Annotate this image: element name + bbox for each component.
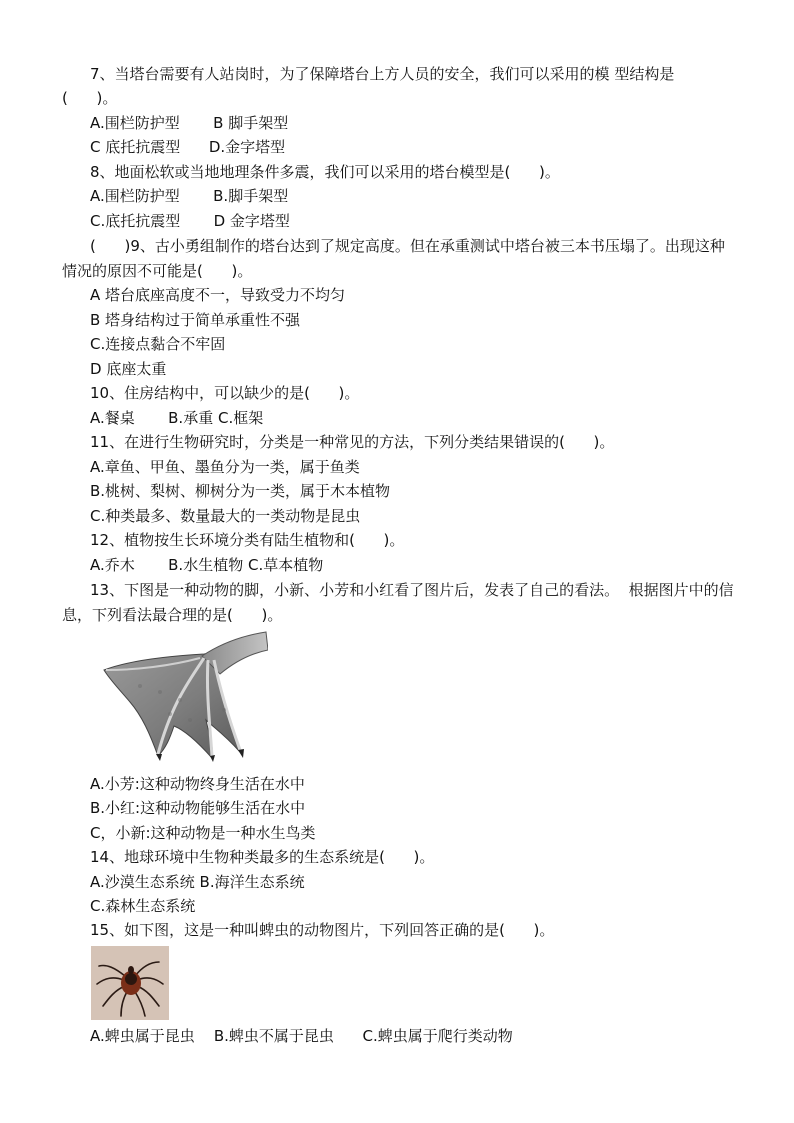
q9-option-a: A 塔台底座高度不一，导致受力不均匀: [90, 286, 346, 304]
q9-option-b: B 塔身结构过于简单承重性不强: [90, 311, 301, 329]
q10-options: A.餐桌 B.承重 C.框架: [90, 409, 264, 427]
q8-options-2: C.底托抗震型 D 金字塔型: [90, 212, 290, 230]
q11-option-c: C.种类最多、数量最大的一类动物是昆虫: [90, 507, 361, 525]
q11-option-a: A.章鱼、甲鱼、墨鱼分为一类，属于鱼类: [90, 458, 360, 476]
q7-stem-line-1: 7、当塔台需要有人站岗时，为了保障塔台上方人员的安全，我们可以采用的模 型结构是: [90, 65, 675, 83]
q15-options: A.蜱虫属于昆虫 B.蜱虫不属于昆虫 C.蜱虫属于爬行类动物: [90, 1027, 513, 1045]
q13-option-b: B.小红:这种动物能够生活在水中: [90, 799, 306, 817]
q13-option-c: C，小新:这种动物是一种水生鸟类: [90, 824, 316, 842]
q10-stem: 10、住房结构中，可以缺少的是( )。: [90, 384, 360, 402]
q13-option-a: A.小芳:这种动物终身生活在水中: [90, 775, 305, 793]
q9-option-d: D 底座太重: [90, 360, 167, 378]
q7-options-1: A.围栏防护型 B 脚手架型: [90, 114, 289, 132]
q12-options: A.乔木 B.水生植物 C.草本植物: [90, 556, 324, 574]
tick-image: [91, 946, 169, 1020]
q14-options-1: A.沙漠生态系统 B.海洋生态系统: [90, 873, 305, 891]
q15-stem: 15、如下图，这是一种叫蜱虫的动物图片，下列回答正确的是( )。: [90, 921, 555, 939]
q9-option-c: C.连接点黏合不牢固: [90, 335, 226, 353]
q11-option-b: B.桃树、梨树、柳树分为一类，属于木本植物: [90, 482, 391, 500]
q11-stem: 11、在进行生物研究时，分类是一种常见的方法，下列分类结果错误的( )。: [90, 433, 615, 451]
q7-stem-line-2: ( )。: [62, 89, 118, 107]
q7-options-2: C 底托抗震型 D.金字塔型: [90, 138, 286, 156]
q8-options-1: A.围栏防护型 B.脚手架型: [90, 187, 289, 205]
q9-stem: ( )9、古小勇组制作的塔台达到了规定高度。但在承重测试中塔台被三本书压塌了。出现这种情况的原因不可能是( )。: [62, 237, 725, 280]
q8-stem: 8、地面松软或当地地理条件多震，我们可以采用的塔台模型是( )。: [90, 163, 560, 181]
q13-stem: 13、下图是一种动物的脚，小新、小芳和小红看了图片后，发表了自己的看法。 根据图片中的信息，下列看法最合理的是( )。: [62, 581, 734, 624]
q14-stem: 14、地球环境中生物种类最多的生态系统是( )。: [90, 848, 435, 866]
webbed-foot-image: [100, 630, 268, 762]
q12-stem: 12、植物按生长环境分类有陆生植物和( )。: [90, 531, 405, 549]
q14-options-2: C.森林生态系统: [90, 897, 196, 915]
